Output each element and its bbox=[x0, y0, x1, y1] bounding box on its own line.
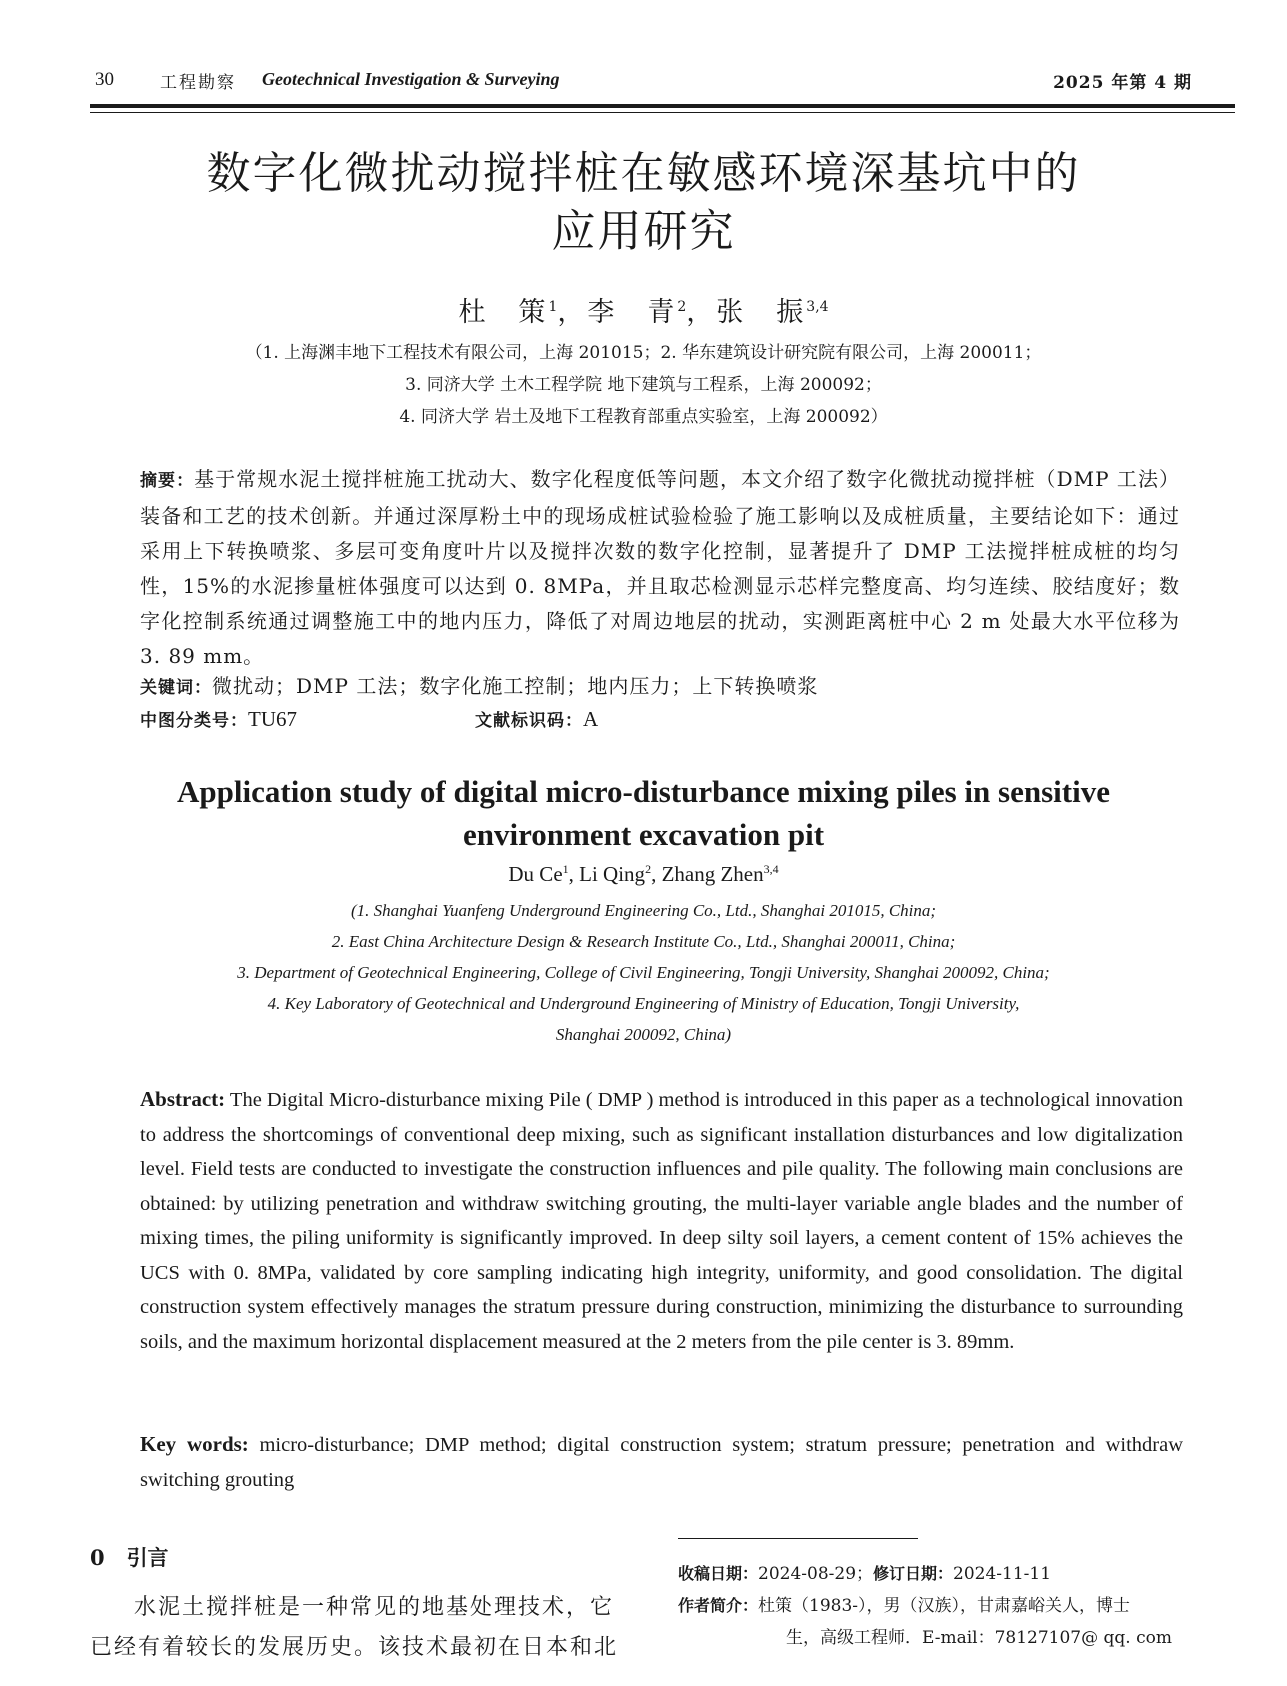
keywords-cn-label: 关键词： bbox=[140, 678, 212, 698]
authors-en bbox=[0, 862, 1287, 887]
journal-name-cn: 工程勘察 bbox=[160, 73, 236, 93]
keywords-cn-text: 微扰动；DMP 工法；数字化施工控制；地内压力；上下转换喷浆 bbox=[212, 674, 819, 698]
author-sup: 3,4 bbox=[806, 299, 829, 315]
author-sep: , bbox=[651, 862, 662, 886]
keywords-en-label: Key words: bbox=[140, 1432, 249, 1456]
abstract-cn-text: 基于常规水泥土搅拌桩施工扰动大、数字化程度低等问题，本文介绍了数字化微扰动搅拌桩（DMP 工法）装备和工艺的技术创新。并通过深厚粉土中的现场成桩试验检验了施工影响以及成桩质量，主要结论如下：通过采用上下转换喷浆、多层可变角度叶片以及搅拌次数的数字化控制，显著提升了 DMP 工法搅拌桩成桩的均匀性，15%的水泥掺量桩体强度可以达到 0. 8MPa，并且取芯检测显示芯样完整度高、均匀连续、胶结度好；数字化控制系统通过调整施工中的地内压力，降低了对周边地层的扰动，实测距离桩中心 2 m 处最大水平位移为 3. 89 mm。 bbox=[140, 467, 1181, 668]
header-rule-thin bbox=[90, 112, 1235, 113]
journal-name-en: Geotechnical Investigation & Surveying bbox=[262, 69, 560, 89]
clc-number bbox=[140, 706, 297, 732]
affiliation-line: 3. 同济大学 土木工程学院 地下建筑与工程系，上海 200092； bbox=[405, 375, 882, 395]
body-paragraph bbox=[90, 1588, 630, 1668]
body-line: 水泥土搅拌桩是一种常见的地基处理技术，它 bbox=[134, 1595, 615, 1620]
abstract-cn-label: 摘要： bbox=[140, 471, 195, 491]
page-number: 30 bbox=[95, 69, 114, 90]
abstract-cn bbox=[140, 462, 1180, 674]
author-sep: ， bbox=[686, 297, 717, 328]
keywords-en bbox=[140, 1427, 1183, 1497]
title-cn bbox=[0, 145, 1287, 261]
clc-label: 中图分类号： bbox=[140, 711, 248, 731]
abstract-en bbox=[140, 1082, 1183, 1359]
affiliations-cn bbox=[0, 337, 1287, 433]
affiliation-line: （1. 上海渊丰地下工程技术有限公司，上海 201015；2. 华东建筑设计研究院有限公司，上海 200011； bbox=[245, 343, 1042, 363]
title-en bbox=[0, 770, 1287, 856]
received-date: 2024-08-29； bbox=[758, 1564, 874, 1584]
revised-date: 2024-11-11 bbox=[953, 1564, 1052, 1584]
document-code bbox=[475, 706, 598, 732]
author-name: Li Qing bbox=[579, 862, 646, 886]
authors-cn bbox=[0, 290, 1287, 329]
doc-code-value: A bbox=[583, 707, 599, 731]
keywords-cn bbox=[140, 670, 818, 699]
title-en-line: Application study of digital micro-disturbance mixing piles in sensitive bbox=[177, 774, 1110, 809]
author-sep: ， bbox=[557, 297, 588, 328]
abstract-en-text: The Digital Micro-disturbance mixing Pile ( DMP ) method is introduced in this paper as a technological innovation to address the shortcomings of conventional deep mixing, such as significant installation disturbances and low digitalization level. Field tests are conducted to investigate the construction influences and pile quality. The following main conclusions are obtained: by utilizing penetration and withdraw switching grouting, the multi-layer variable angle blades and the number of mixing times, the piling uniformity is significantly improved. In deep silty soil layers, a cement content of 15% achieves the UCS with 0. 8MPa, validated by core sampling indicating high integrity, uniformity, and good consolidation. The digital construction system effectively manages the stratum pressure during construction, minimizing the disturbance to surrounding soils, and the maximum horizontal displacement measured at the 2 meters from the pile center is 3. 89mm. bbox=[140, 1089, 1183, 1353]
abstract-en-label: Abstract: bbox=[140, 1087, 226, 1111]
footnote-rule bbox=[678, 1538, 918, 1539]
doc-code-label: 文献标识码： bbox=[475, 711, 583, 731]
header-rule-thick bbox=[90, 104, 1235, 108]
author-sup: 1 bbox=[562, 862, 569, 876]
bio-text: 杜策（1983-），男（汉族），甘肃嘉峪关人，博士 bbox=[758, 1596, 1131, 1616]
author-name: 杜 策 bbox=[458, 297, 549, 328]
section-number: 0 bbox=[90, 1545, 105, 1570]
author-sup: 2 bbox=[645, 862, 652, 876]
revised-label: 修订日期： bbox=[873, 1564, 954, 1583]
keywords-en-text: micro-disturbance; DMP method; digital construction system; stratum pressure; penetration and withdraw switching grouting bbox=[140, 1434, 1184, 1491]
bio-label: 作者简介： bbox=[678, 1596, 759, 1615]
author-name: 张 振 bbox=[716, 297, 807, 328]
title-cn-line: 数字化微扰动搅拌桩在敏感环境深基坑中的 bbox=[206, 148, 1081, 199]
affiliation-line: 4. 同济大学 岩土及地下工程教育部重点实验室，上海 200092） bbox=[399, 407, 888, 427]
affiliation-line: 2. East China Architecture Design & Research Institute Co., Ltd., Shanghai 200011, China; bbox=[331, 932, 956, 951]
affiliation-line: 3. Department of Geotechnical Engineering, College of Civil Engineering, Tongji University, Shanghai 200092, China; bbox=[237, 963, 1050, 982]
affiliations-en bbox=[0, 895, 1287, 1050]
affiliation-line: (1. Shanghai Yuanfeng Underground Engineering Co., Ltd., Shanghai 201015, China; bbox=[350, 901, 937, 920]
section-heading bbox=[90, 1542, 169, 1572]
footnote-dates bbox=[678, 1558, 1238, 1590]
author-name: Zhang Zhen bbox=[661, 862, 764, 886]
footnote-bio bbox=[678, 1590, 1238, 1622]
received-label: 收稿日期： bbox=[678, 1564, 759, 1583]
body-line: 已经有着较长的发展历史。该技术最初在日本和北 bbox=[90, 1635, 619, 1660]
author-name: 李 青 bbox=[587, 297, 678, 328]
author-name: Du Ce bbox=[508, 862, 563, 886]
issue-label: 2025 年第 4 期 bbox=[1053, 73, 1192, 93]
author-sep: , bbox=[568, 862, 580, 886]
author-sup: 2 bbox=[677, 299, 687, 315]
clc-value: TU67 bbox=[248, 707, 297, 731]
footnote-bio-continued: 生，高级工程师．E-mail：78127107@ qq. com bbox=[786, 1628, 1172, 1648]
title-cn-line: 应用研究 bbox=[551, 206, 736, 257]
affiliation-line: 4. Key Laboratory of Geotechnical and Underground Engineering of Ministry of Education, Tongji University, bbox=[267, 994, 1020, 1013]
affiliation-line: Shanghai 200092, China) bbox=[555, 1025, 732, 1044]
title-en-line: environment excavation pit bbox=[462, 817, 825, 852]
author-sup: 3,4 bbox=[763, 862, 779, 876]
author-sup: 1 bbox=[548, 299, 558, 315]
section-title: 引言 bbox=[126, 1546, 169, 1570]
